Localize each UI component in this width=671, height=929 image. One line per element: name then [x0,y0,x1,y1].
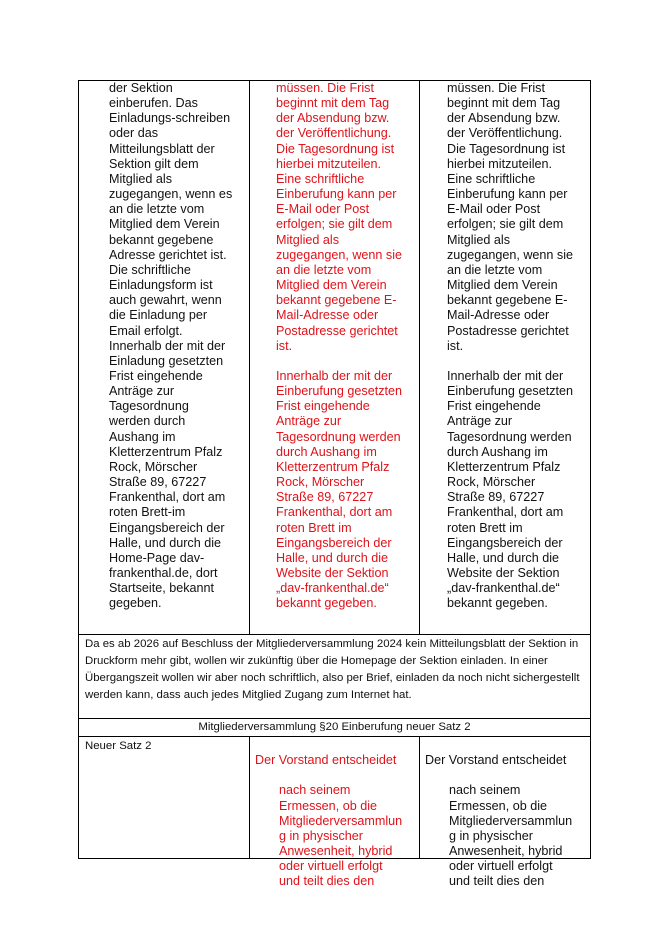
table-row [79,737,591,859]
final-text: müssen. Die Frist beginnt mit dem Tag der Absendung bzw. der Veröffentlichung. Die Tagesordnung ist hierbei mitzuteilen. Eine schriftliche Einberufung kann per E-Mail oder Post erfolgen; sie gilt dem Mitglied als zugegangen, wenn sie an die letzte vom Mitglied dem Verein bekannt gegebene E- Mail-Adresse oder Postadresse gerichtet ist. Innerhalb der mit der Einberufung gesetzten Frist eingehende Anträge zur Tagesordnung werden durch Aushang im Kletterzentrum Pfalz Rock, Mörscher Straße 89, 67227 Frankenthal, dort am roten Brett im Eingangsbereich der Halle, und durch die Website der Sektion „dav-frankenthal.de“ bekannt gegeben. [447,81,574,611]
old-text: der Sektion einberufen. Das Einladungs-schreiben oder das Mitteilungsblatt der Sektion gilt dem Mitglied als zugegangen, wenn es an die letzte vom Mitglied dem Verein bekannt gegebene Adresse gerichtet ist. Die schriftliche Einladungsform ist auch gewahrt, wenn die Einladung per Email erfolgt. Innerhalb der mit der Einladung gesetzten Frist eingehende Anträge zur Tagesordnung werden durch Aushang im Kletterzentrum Pfalz Rock, Mörscher Straße 89, 67227 Frankenthal, dort am roten Brett-im Eingangsbereich der Halle, und durch die Home-Page dav- frankenthal.de, dort Startseite, bekannt gegeben. [109,81,233,611]
note-cell [79,635,591,719]
new-text [250,737,419,889]
section-heading-cell [79,719,591,737]
old-text-cell [79,81,250,635]
final-text-cell [420,737,591,889]
table-row [79,81,591,635]
final-text-continuation: nach seinem Ermessen, ob die Mitgliederversammlun g in physischer Anwesenheit, hybrid oder virtuell erfolgt und teilt dies den [449,783,573,889]
row-label: Neuer Satz 2 [85,740,152,752]
table-row [79,719,591,737]
new-text-first-line: Der Vorstand entscheidet [255,753,397,768]
new-text-cell [250,81,420,635]
final-text [420,737,590,889]
final-text-cell [420,81,591,635]
label-cell [79,737,250,859]
explanation-note: Da es ab 2026 auf Beschluss der Mitgliederversammlung 2024 kein Mitteilungsblatt der Sektion in Druckform mehr gibt, wollen wir zukünftig über die Homepage der Sektion einladen. In einer Übergangszeit wollen wir aber noch schriftlich, also per Brief, einladen da noch nicht sichergestellt werden kann, dass auch jedes Mitglied Zugang zum Internet hat. [85,638,580,701]
final-text-first-line: Der Vorstand entscheidet [425,753,567,768]
new-text-continuation: nach seinem Ermessen, ob die Mitgliederversammlun g in physischer Anwesenheit, hybrid oder virtuell erfolgt und teilt dies den [279,783,403,889]
new-text: müssen. Die Frist beginnt mit dem Tag der Absendung bzw. der Veröffentlichung. Die Tagesordnung ist hierbei mitzuteilen. Eine schriftliche Einberufung kann per E-Mail oder Post erfolgen; sie gilt dem Mitglied als zugegangen, wenn sie an die letzte vom Mitglied dem Verein bekannt gegebene E- Mail-Adresse oder Postadresse gerichtet ist. Innerhalb der mit der Einberufung gesetzten Frist eingehende Anträge zur Tagesordnung werden durch Aushang im Kletterzentrum Pfalz Rock, Mörscher Straße 89, 67227 Frankenthal, dort am roten Brett im Eingangsbereich der Halle, und durch die Website der Sektion „dav-frankenthal.de“ bekannt gegeben. [276,81,403,611]
section-heading: Mitgliederversammlung §20 Einberufung neuer Satz 2 [198,721,471,733]
new-text-cell [250,737,420,889]
table-row [79,635,591,719]
comparison-table [78,80,591,889]
